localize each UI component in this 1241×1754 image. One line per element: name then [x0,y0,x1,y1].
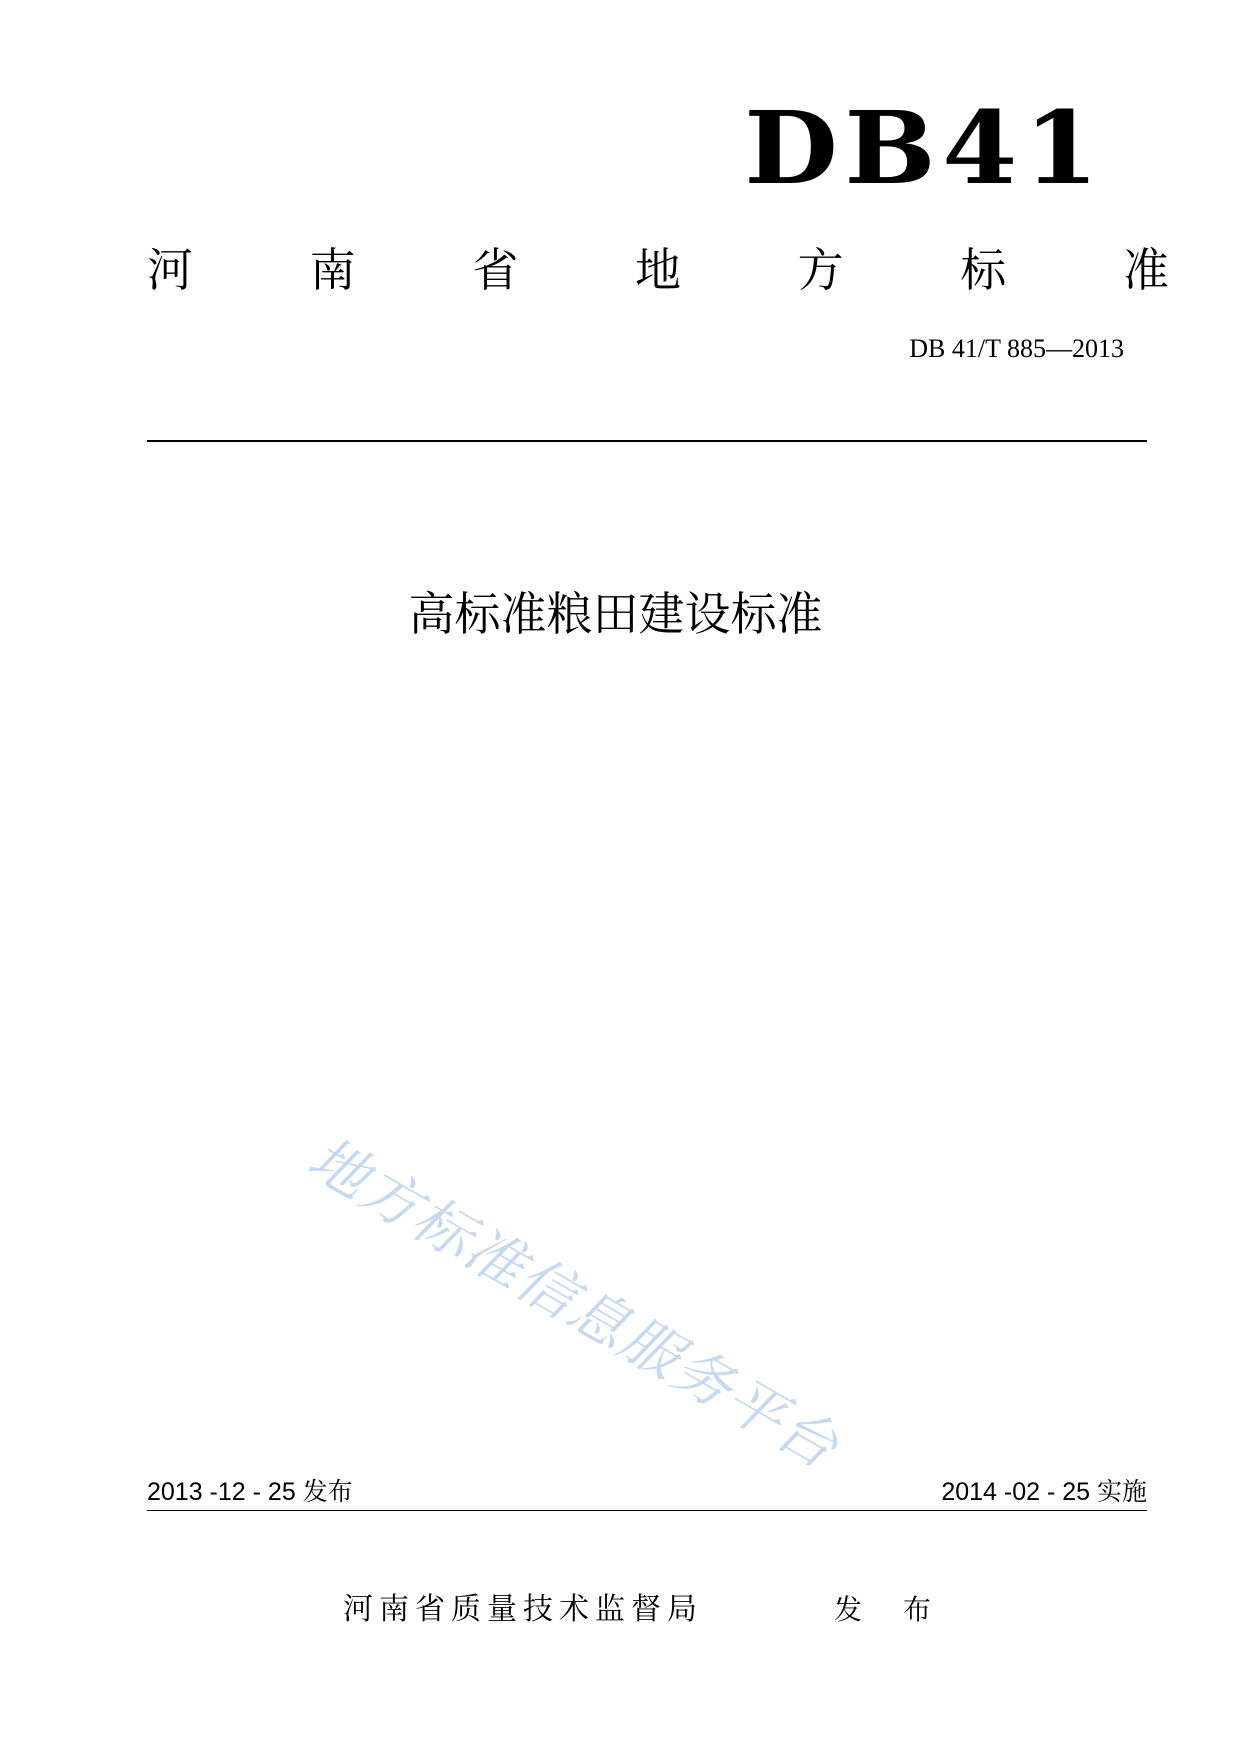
standard-type-char: 准 [1122,243,1169,297]
standard-type-char: 标 [960,243,1007,297]
standard-type-char: 省 [472,243,519,297]
standard-number: DB 41/T 885—2013 [909,334,1124,363]
top-divider [147,440,1147,442]
standard-type-heading [147,242,1169,298]
standard-type-char: 地 [634,243,681,297]
publish-date: 2013 -12 - 25 发布 [147,1478,353,1506]
standard-type-char: 南 [309,243,356,297]
standard-type-char: 河 [147,243,193,297]
standard-code: DB41 [743,89,1105,207]
bottom-divider [147,1510,1147,1511]
document-title: 高标准粮田建设标准 [408,587,823,641]
standard-type-char: 方 [797,243,844,297]
watermark: 地方标准信息服务平台 [297,1123,851,1483]
issue-label: 发 布 [834,1593,947,1626]
implement-date: 2014 -02 - 25 实施 [941,1478,1147,1506]
issuing-authority: 河南省质量技术监督局 [343,1592,703,1627]
